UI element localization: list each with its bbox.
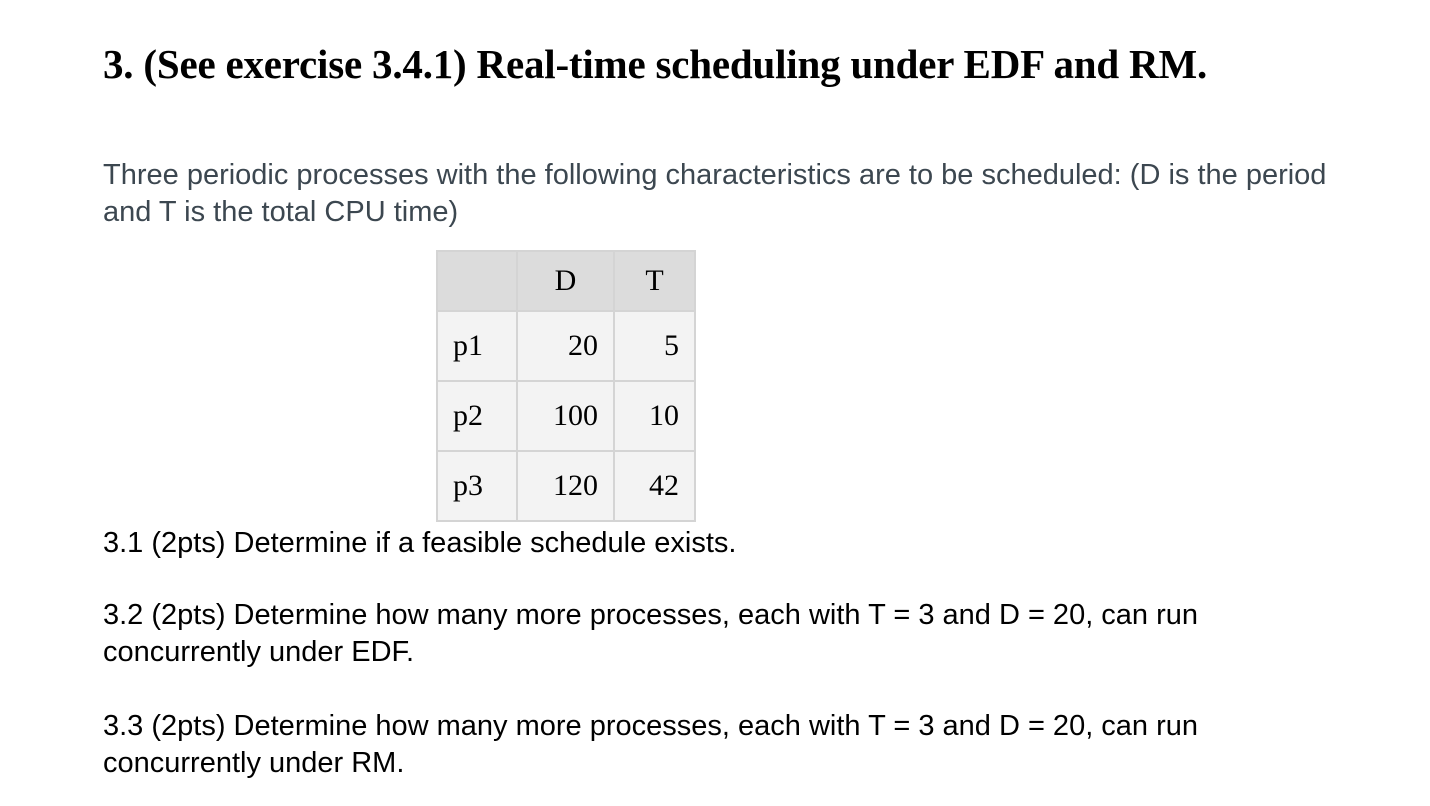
table-row (437, 451, 695, 521)
exercise-heading: 3. (See exercise 3.4.1) Real-time scheduling under EDF and RM. (103, 41, 1207, 87)
table-row (437, 381, 695, 451)
cpu-time-cell: 42 (614, 451, 695, 521)
intro-paragraph: Three periodic processes with the following characteristics are to be scheduled: (D is the period and T is the total CPU time) (103, 159, 1327, 228)
header-cell-d: D (517, 251, 614, 311)
question-3-3: 3.3 (2pts) Determine how many more processes, each with T = 3 and D = 20, can run concurrently under RM. (103, 710, 1199, 779)
question-3-1: 3.1 (2pts) Determine if a feasible schedule exists. (103, 527, 737, 559)
header-cell-empty (437, 251, 517, 311)
cpu-time-cell: 5 (614, 311, 695, 381)
process-name-cell: p2 (437, 381, 517, 451)
cpu-time-cell: 10 (614, 381, 695, 451)
period-cell: 100 (517, 381, 614, 451)
process-name-cell: p3 (437, 451, 517, 521)
period-cell: 120 (517, 451, 614, 521)
process-name-cell: p1 (437, 311, 517, 381)
table-row (437, 311, 695, 381)
period-cell: 20 (517, 311, 614, 381)
process-table (436, 250, 696, 522)
question-3-2: 3.2 (2pts) Determine how many more processes, each with T = 3 and D = 20, can run concurrently under EDF. (103, 599, 1199, 668)
header-cell-t: T (614, 251, 695, 311)
table-header-row (437, 251, 695, 311)
